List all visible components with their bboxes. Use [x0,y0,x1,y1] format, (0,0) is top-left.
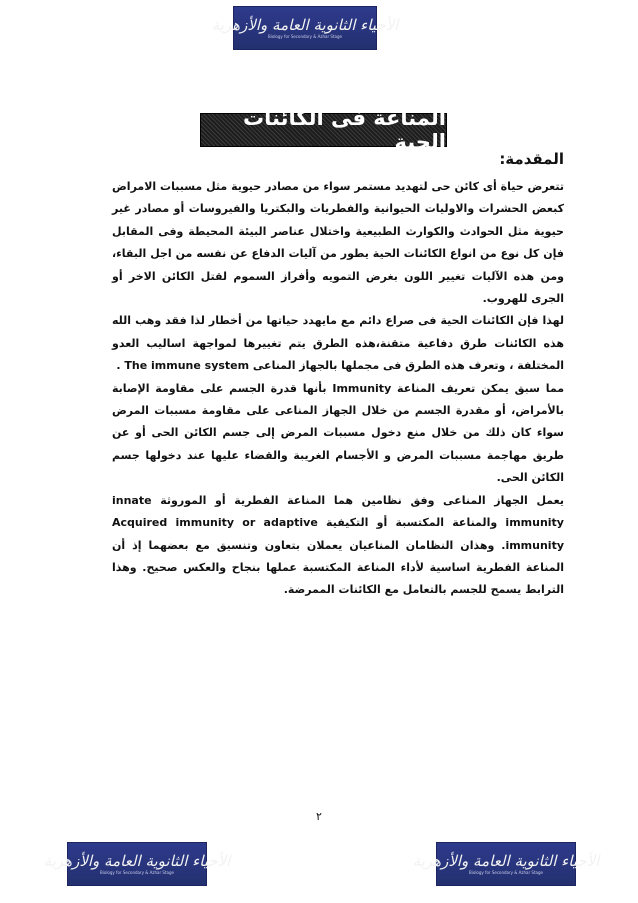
footer-logo-left [43,842,231,886]
paragraph-introduction: تتعرض حياة أى كائن حى لتهديد مستمر سواء من مصادر حيوية مثل مسببات الامراض كبعض الحشرات والاوليات الحيوانية والفطريات والبكتريا والفيروسات أو مصادر غير حيوية مثل الحوادث والكوارث الطبيعية واختلال عناصر البيئة المحيطة وفى المقابل فإن كل نوع من انواع الكائنات الحية يطور من آليات الدفاع عن نفسه من اجل البقاء، ومن هذه الآليات تغيير اللون بغرض التمويه وأفراز السموم لقتل الكائن الاخر أو الجرى للهروب. [112,180,564,306]
page-number: ٢ [316,810,322,823]
footer-logo-right [412,842,600,886]
logo-title: الأحياء الثانوية العامة والأزهرية [43,851,231,870]
logo-subtitle: Biology for Secondary & Azhar Stage [100,869,174,875]
paragraph-immunity-definition: مما سبق يمكن تعريف المناعة Immunity بأنها قدرة الجسم على مقاومة الإصابة بالأمراض، أو مقدرة الجسم من خلال الجهاز المناعى على مقاومة مسببات المرض سواء كان ذلك من خلال منع دخول مسببات المرض إلى جسم الكائن الحى أو عن طريق مهاجمة مسببات المرض و الأجسام الغريبة والقضاء عليها عند دخولها جسم الكائن الحى. [112,381,565,485]
header-logo [211,6,399,50]
title-banner [200,106,447,154]
logo-title: الأحياء الثانوية العامة والأزهرية [412,851,600,870]
paragraph-defense: لهذا فإن الكائنات الحية فى صراع دائم مع مايهدد حياتها من أخطار لذا فقد وهب الله هذه الكائنات طرق دفاعية متقنة،هذه الطرق يتم تغييرها لمواجهة اساليب العدو المختلفة ، وتعرف هذه الطرق فى مجملها بالجهاز المناعى The immune system . [112,314,564,373]
section-heading: المقدمة: [499,150,564,168]
logo-title: الأحياء الثانوية العامة والأزهرية [211,15,399,34]
logo-subtitle: Biology for Secondary & Azhar Stage [268,33,342,39]
page-title: المناعة فى الكائنات الحية [243,106,446,154]
logo-subtitle: Biology for Secondary & Azhar Stage [469,869,543,875]
paragraph-immune-systems: يعمل الجهاز المناعى وفق نظامين هما المناعة الفطرية أو الموروثة innate immunity والمناعة المكتسبة أو التكيفية Acquired immunity or adaptive immunity. وهذان النظامان المناعيان يعملان بتعاون وتنسيق مع بعضهما إذ أن المناعة الفطرية اساسية لأداء المناعة المكتسبة عملها بنجاح والعكس صحيح. وهذا الترابط يسمح للجسم بالتعامل مع الكائنات الممرضة. [112,493,564,597]
document-body [112,150,564,602]
